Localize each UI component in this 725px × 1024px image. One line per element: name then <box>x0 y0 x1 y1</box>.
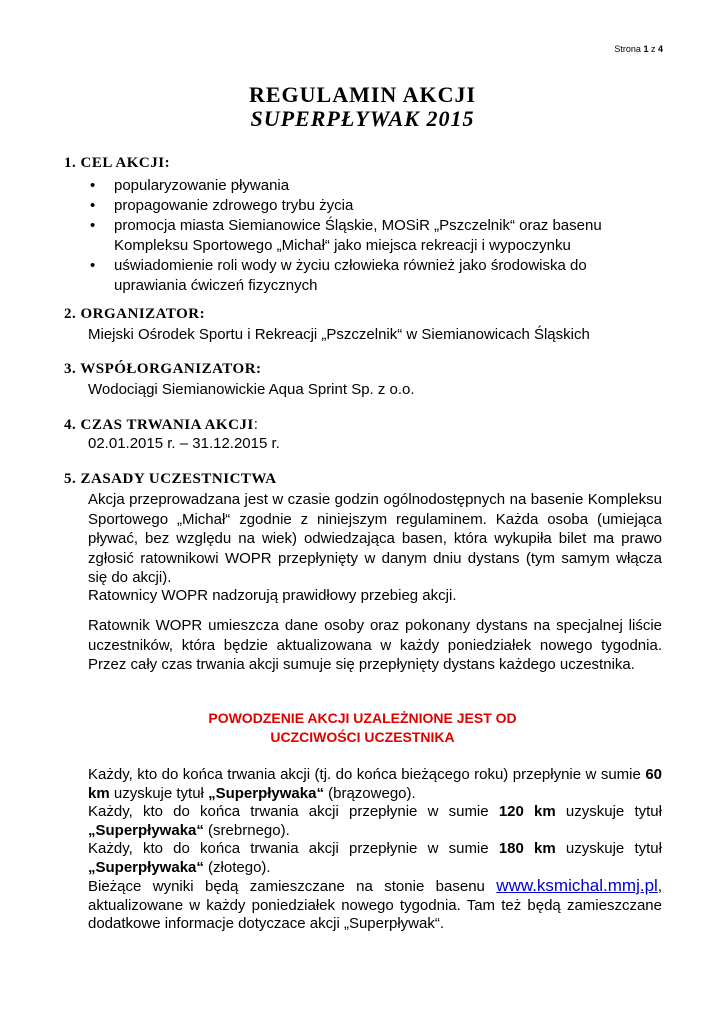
website-link[interactable]: www.ksmichal.mmj.pl <box>496 876 658 895</box>
document-subtitle: SUPERPŁYWAK 2015 <box>250 106 475 131</box>
list-item: • popularyzowanie pływania <box>88 176 648 196</box>
page-number: Strona 1 z 4 <box>614 44 663 54</box>
document-title: REGULAMIN AKCJI <box>248 82 477 107</box>
notice-line-1: POWODZENIE AKCJI UZALEŻNIONE JEST OD <box>208 710 517 726</box>
section-5-heading: 5. ZASADY UCZESTNICTWA <box>64 471 277 487</box>
section-3-heading: 3. WSPÓŁORGANIZATOR: <box>64 361 262 377</box>
section-2-heading: 2. ORGANIZATOR: <box>64 306 206 322</box>
rules-paragraph-1: Akcja przeprowadzana jest w czasie godzin ogólnodostępnych na basenie Kompleksu Sportowego „Michał“ zgodnie z niniejszym regulaminem. Każda osoba (umiejąca pływać, bez względu na wiek) odwiedzająca basen, która wykupiła bilet ma prawo zgłosić ratownikowi WOPR przepłynięty w danym dniu dystans (tym samym włącza się do akcji). <box>88 491 662 586</box>
section-1-heading: 1. CEL AKCJI: <box>64 155 171 171</box>
results-info: Bieżące wyniki będą zamieszczane na stonie basenu www.ksmichal.mmj.pl, aktualizowane w każdy poniedziałek nowego tygodnia. Tam też będą zamieszczane dodatkowe informacje dotyczace akcji „Superpływak“. <box>88 876 662 932</box>
award-gold: Każdy, kto do końca trwania akcji przepłynie w sumie 180 km uzyskuje tytuł „Superpływaka“ (złotego). <box>88 840 662 876</box>
goals-list <box>88 176 648 296</box>
co-organizer-text: Wodociągi Siemianowickie Aqua Sprint Sp. z o.o. <box>88 381 415 398</box>
section-4-heading: 4. CZAS TRWANIA AKCJI: <box>64 416 259 433</box>
rules-paragraph-2: Ratownik WOPR umieszcza dane osoby oraz pokonany dystans na specjalnej liście uczestników, która będzie aktualizowana w każdy poniedziałek nowego tygodnia. Przez cały czas trwania akcji sumuje się przepłynięty dystans każdego uczestnika. <box>88 617 662 673</box>
rules-paragraph-1b: Ratownicy WOPR nadzorują prawidłowy przebieg akcji. <box>88 587 457 604</box>
award-silver: Każdy, kto do końca trwania akcji przepłynie w sumie 120 km uzyskuje tytuł „Superpływaka“ (srebrnego). <box>88 803 662 839</box>
notice-line-2: UCZCIWOŚCI UCZESTNIKA <box>270 729 455 745</box>
duration-text: 02.01.2015 r. – 31.12.2015 r. <box>88 435 280 452</box>
list-item: • uświadomienie roli wody w życiu człowieka również jako środowiska do uprawiania ćwiczeń fizycznych <box>88 256 648 296</box>
awards-paragraph <box>88 766 662 934</box>
list-item: • promocja miasta Siemianowice Śląskie, MOSiR „Pszczelnik“ oraz basenu Kompleksu Sportowego „Michał“ jako miejsca rekreacji i wypoczynku <box>88 216 648 256</box>
list-item: • propagowanie zdrowego trybu życia <box>88 196 648 216</box>
organizer-text: Miejski Ośrodek Sportu i Rekreacji „Pszczelnik“ w Siemianowicach Śląskich <box>88 326 590 343</box>
award-bronze: Każdy, kto do końca trwania akcji (tj. do końca bieżącego roku) przepłynie w sumie 60 km uzyskuje tytuł „Superpływaka“ (brązowego). <box>88 766 662 802</box>
